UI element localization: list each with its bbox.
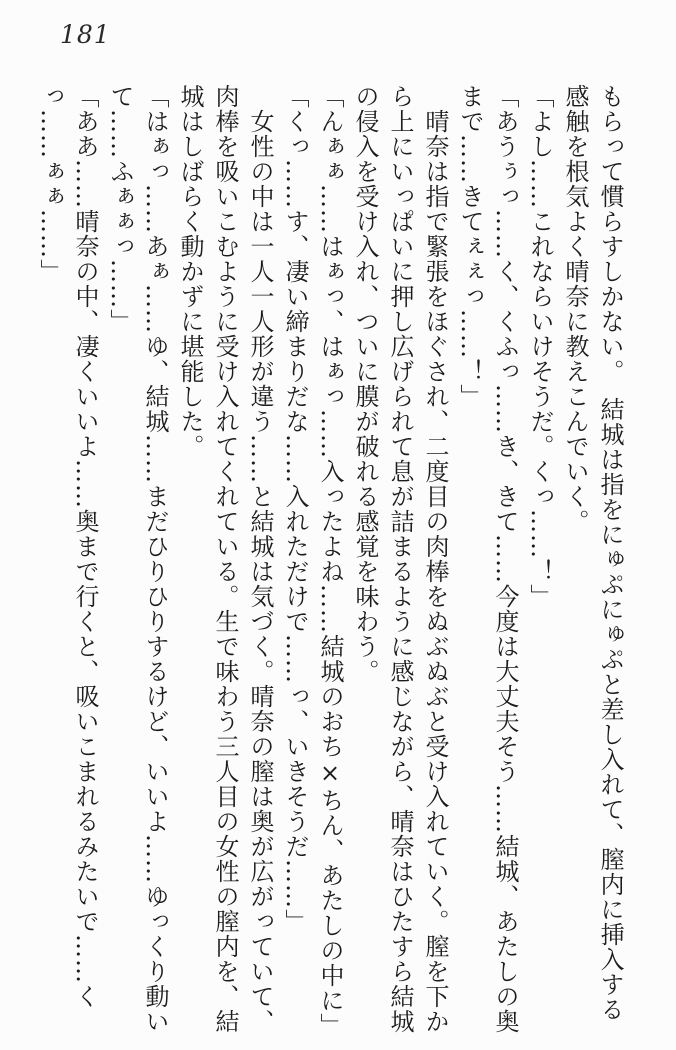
paragraph-dialogue: 「よし……これならいけそうだ。くっ……！」 [526, 84, 554, 609]
paragraph-dialogue: 「あうぅっ……く、くふっ……き、きて……今度は大丈夫そう……結城、あたしの奥まで……きてぇぇっ……！」 [456, 84, 519, 1034]
paragraph: 女性の中は一人一人形が違う……と結城は気づく。晴奈の膣は奥が広がっていて、肉棒を吸いこむように受け入れてくれている。生で味わう三人目の女性の膣内を、結城はしばらく動かずに堪能した。 [176, 84, 274, 1034]
page-number: 181 [60, 20, 111, 49]
paragraph: 晴奈は指で緊張をほぐされ、二度目の肉棒をぬぶぬぶと受け入れていく。膣を下から上にいっぱいに押し広げられて息が詰まるように感じながら、晴奈はひたすら結城の侵入を受け入れ、ついに膜が破れる感覚を味わう。 [351, 84, 449, 1034]
paragraph: もらって慣らすしかない。 結城は指をにゅぷにゅぷと差し入れて、膣内に挿入する感触を根気よく晴奈に教えこんでいく。 [561, 84, 624, 1022]
paragraph-dialogue: 「んぁぁ……はぁっ、はぁっ……入ったよね……結城のおち×ちん、あたしの中に」 [316, 84, 344, 1038]
vertical-text-block [31, 84, 627, 1042]
paragraph-dialogue: 「はぁっ……あぁ……ゆ、結城……まだひりひりするけど、いいよ……ゆっくり動いて……ふぁぁっ……」 [106, 84, 169, 1034]
paragraph-dialogue: 「ああ……晴奈の中、凄くいいよ……奥まで行くと、吸いこまれるみたいで……くっ……ぁぁ……」 [36, 84, 99, 1009]
paragraph-dialogue: 「くっ……す、凄い締まりだな……入れただけで……っ、いきそうだ……」 [281, 84, 309, 934]
